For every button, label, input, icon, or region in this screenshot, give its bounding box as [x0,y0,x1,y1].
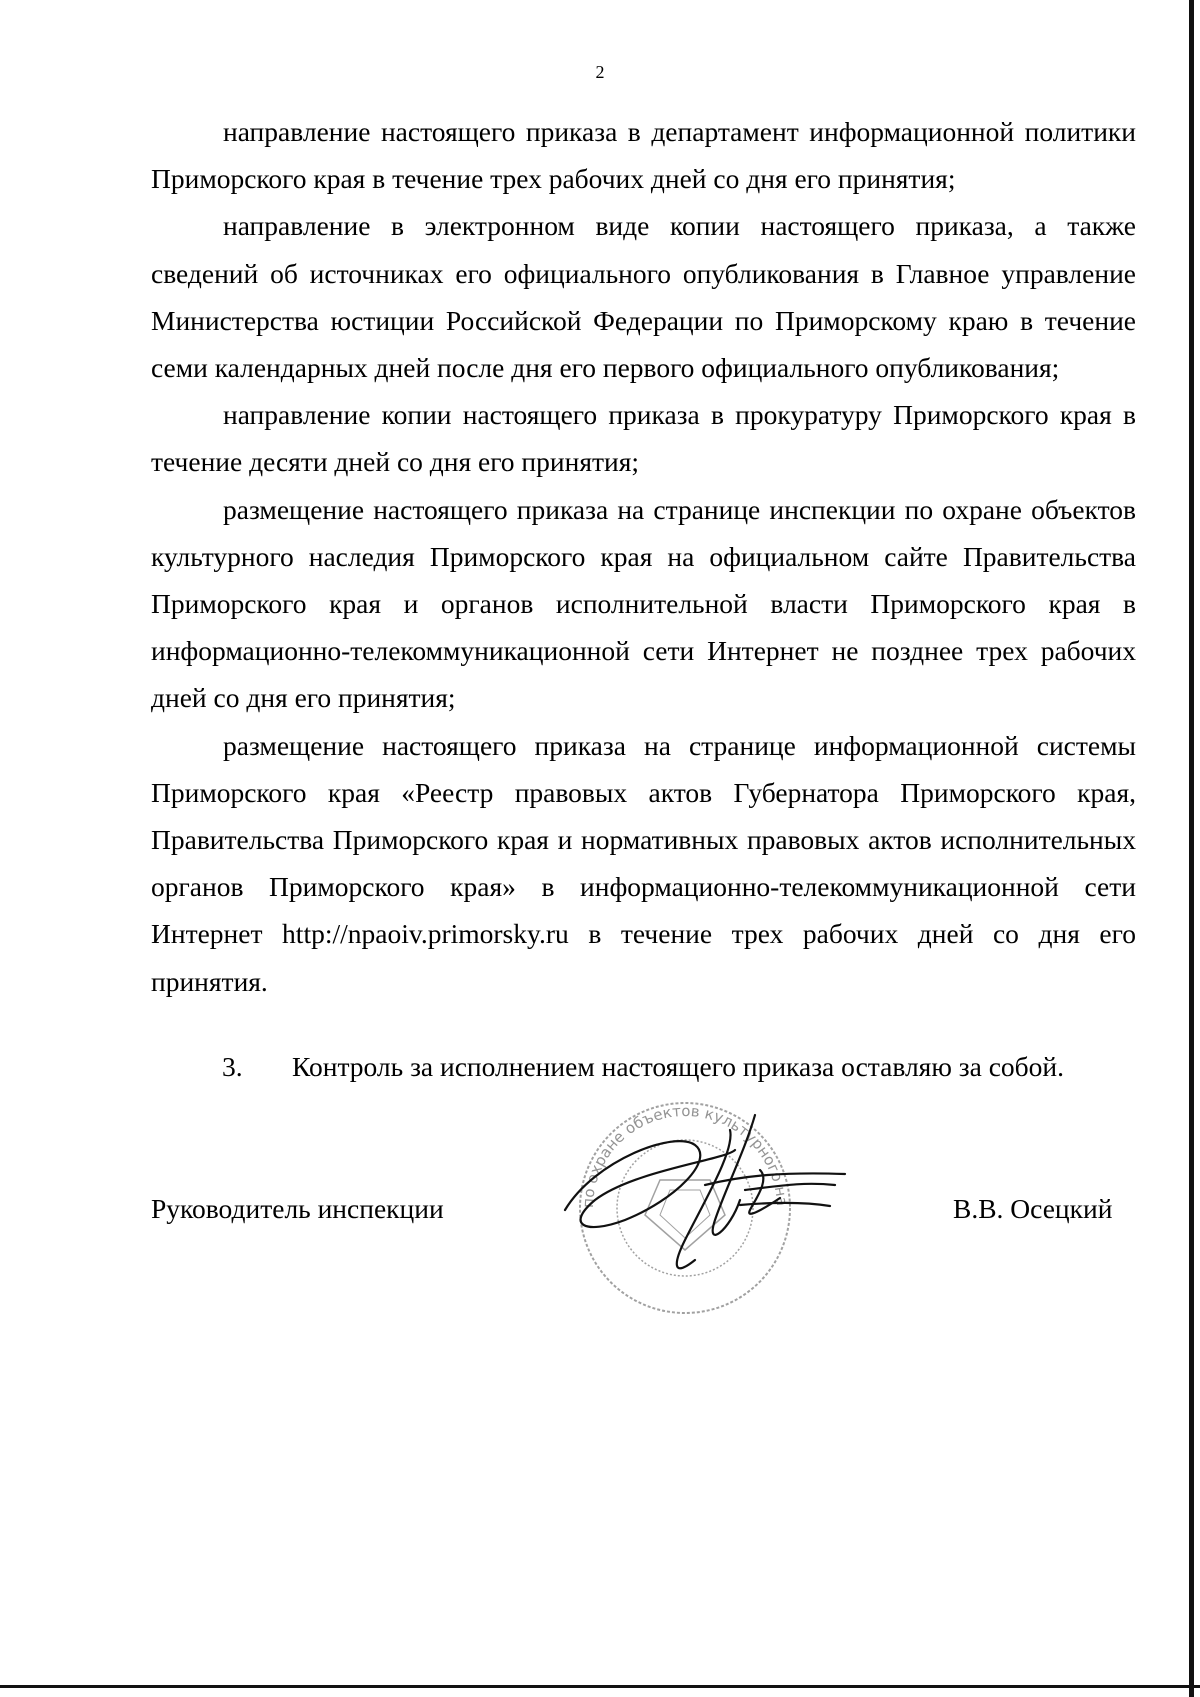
official-stamp [555,1090,915,1350]
page-number: 2 [595,62,605,82]
stamp-text: по охране объектов культурного на [578,1101,792,1209]
item-3-text: Контроль за исполнением настоящего приказа оставляю за собой. [292,1051,1064,1082]
item-3 [222,1043,1122,1090]
paragraph-1: направление настоящего приказа в департамент информационной политики Приморского края в течение трех рабочих дней со дня его принятия; [151,116,1136,195]
stamp-signature-graphic [555,1090,915,1350]
signer-position: Руководитель инспекции [151,1193,444,1224]
body-text [151,108,1136,1005]
paragraph-5: размещение настоящего приказа на странице информационной системы Приморского края «Реестр правовых актов Губернатора Приморского края, Правительства Приморского края и нормативных правовых актов исполнительных органов Приморского края» в информационно-телекоммуникационной сети Интернет http://npaoiv.primorsky.ru в течение трех рабочих дней со дня его принятия. [151,729,1136,997]
paragraph-4: размещение настоящего приказа на странице инспекции по охране объектов культурного наследия Приморского края на официальном сайте Правительства Приморского края и органов исполнительной власти Приморского края в информационно-телекоммуникационной сети Интернет не позднее трех рабочих дней со дня его принятия; [151,493,1136,714]
item-3-number: 3. [222,1051,243,1082]
paragraph-3: направление копии настоящего приказа в прокуратуру Приморского края в течение десяти дней со дня его принятия; [151,399,1136,478]
page-border-right [1189,0,1194,1697]
page-border-bottom [0,1685,1200,1688]
signer-name: В.В. Осецкий [953,1193,1113,1224]
paragraph-2: направление в электронном виде копии настоящего приказа, а также сведений об источниках его официального опубликования в Главное управление Министерства юстиции Российской Федерации по Приморскому краю в течение семи календарных дней после дня его первого официального опубликования; [151,210,1136,384]
